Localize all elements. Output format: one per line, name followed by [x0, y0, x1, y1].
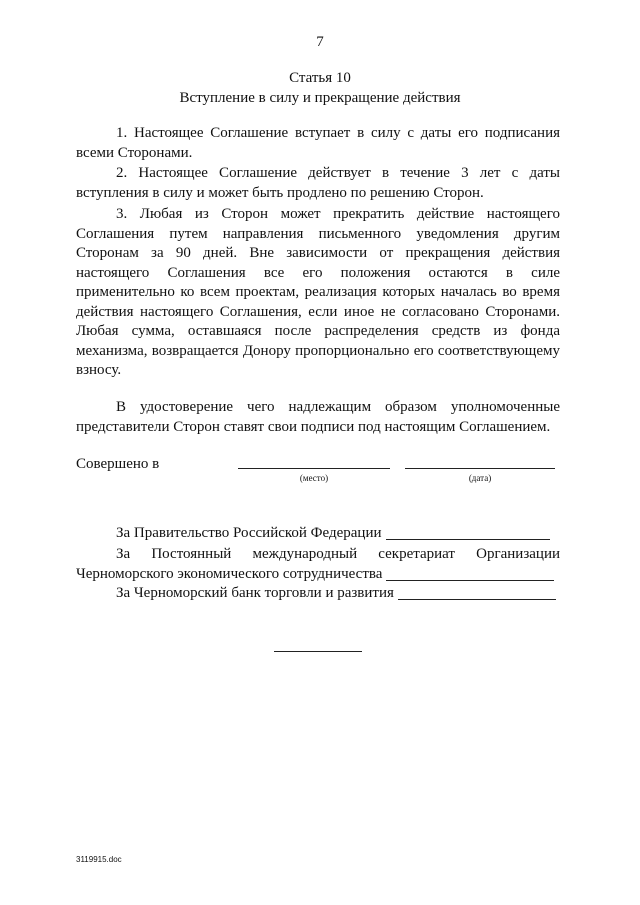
footer-doc-code: 3119915.doc	[76, 855, 122, 864]
place-signature-line	[238, 468, 390, 469]
signatory-bank: За Черноморский банк торговли и развития	[116, 585, 394, 601]
russia-signature-line	[386, 539, 550, 540]
place-caption: (место)	[299, 473, 329, 483]
paragraph-1: 1. Настоящее Соглашение вступает в силу с даты его подписания всеми Сторонами.	[76, 125, 560, 161]
paragraph-attestation: В удостоверение чего надлежащим образом уполномоченные представители Сторон ставят свои подписи под настоящим Соглашением.	[76, 399, 560, 435]
page-number: 7	[316, 34, 324, 50]
article-title: Статья 10	[289, 70, 351, 86]
bank-signature-line	[398, 599, 556, 600]
date-signature-line	[405, 468, 555, 469]
secretariat-signature-line	[386, 580, 554, 581]
signatory-secretariat-line2: Черноморского экономического сотрудничества	[76, 566, 383, 582]
article-subtitle: Вступление в силу и прекращение действия	[179, 90, 461, 106]
signatory-russia: За Правительство Российской Федерации	[116, 525, 382, 541]
done-at-label: Совершено в	[76, 456, 160, 472]
paragraph-2: 2. Настоящее Соглашение действует в течение 3 лет с даты вступления в силу и может быть продлено по решению Сторон.	[76, 165, 560, 201]
date-caption: (дата)	[468, 473, 492, 483]
closing-rule	[274, 651, 362, 652]
paragraph-3: 3. Любая из Сторон может прекратить действие настоящего Соглашения путем направления письменного уведомления другим Сторонам за 90 дней. Вне зависимости от прекращения действия настоящего Соглашения все его положения остаются в силе применительно ко всем проектам, реализация которых началась во время действия настоящего Соглашения, если иное не согласовано Сторонами. Любая сумма, оставшаяся после распределения средств из фонда механизма, возвращается Донору пропорционально его соответствующему взносу.	[76, 206, 560, 378]
signatory-secretariat-line1: За Постоянный международный секретариат Организации	[116, 546, 560, 562]
